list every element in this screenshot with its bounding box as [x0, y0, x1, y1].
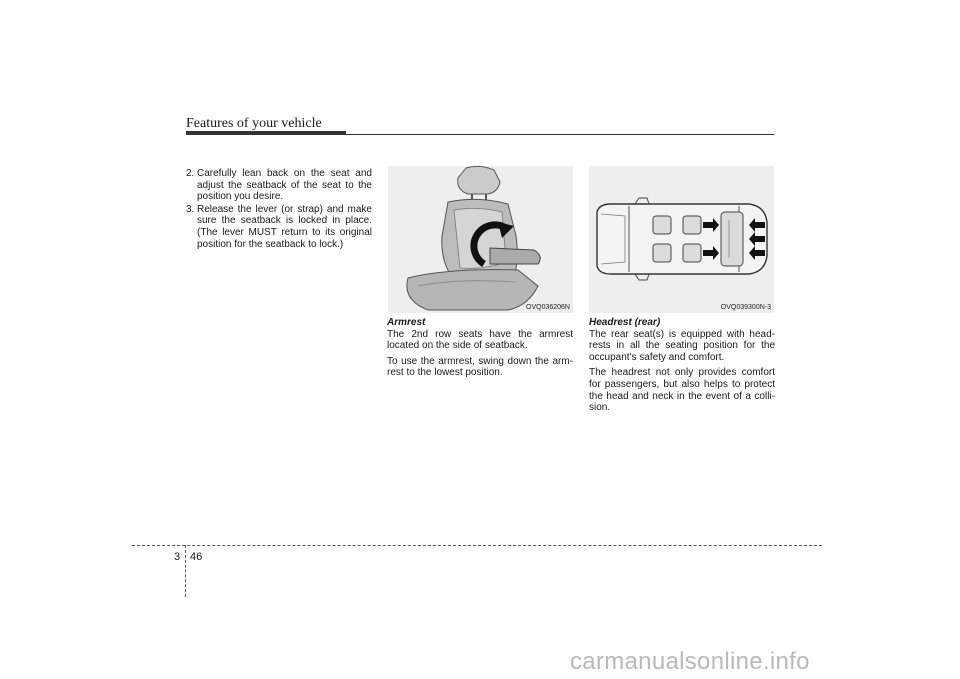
steps-list: [186, 168, 372, 250]
watermark: carmanualsonline.info: [570, 648, 810, 675]
armrest-figure: [388, 166, 573, 313]
section-title: Features of your vehicle: [186, 116, 322, 131]
headrest-heading: Headrest (rear): [589, 317, 661, 328]
step-number: 3.: [186, 203, 195, 215]
page-number: 46: [190, 551, 203, 563]
header-rule: [186, 134, 774, 135]
armrest-section: [387, 317, 573, 383]
step-number: 2.: [186, 168, 195, 179]
list-item: [186, 168, 372, 203]
figure-code: OVQ039300N-3: [720, 304, 771, 311]
paragraph: The 2nd row seats have the armrest located on the side of seatback.: [387, 328, 573, 352]
steps-column: [186, 168, 372, 251]
step-text: Release the lever (or strap) and make sure the seatback is locked in place. (The lever MUST return to its original position for the seatback to lock.): [197, 203, 372, 250]
paragraph: To use the armrest, swing down the arm-rest to the lowest position.: [387, 355, 573, 379]
armrest-heading: Armrest: [387, 317, 426, 328]
section-number: 3: [174, 551, 181, 563]
paragraph: The rear seat(s) is equipped with head-rests in all the seating position for the occupant's safety and comfort.: [589, 328, 775, 363]
footer-rule: [132, 545, 822, 546]
paragraph: The headrest not only provides comfort for passengers, but also helps to protect the head and neck in the event of a colli-sion.: [589, 367, 775, 414]
seat-illustration: [388, 166, 573, 313]
figure-code: OVQ036206N: [526, 304, 570, 311]
step-text: Carefully lean back on the seat and adjust the seatback of the seat to the position you desire.: [197, 168, 372, 203]
headrest-section: [589, 317, 775, 418]
headrest-figure: [589, 166, 774, 313]
vehicle-top-view-illustration: [589, 166, 774, 313]
footer-divider: [185, 545, 186, 597]
list-item: [186, 204, 372, 250]
